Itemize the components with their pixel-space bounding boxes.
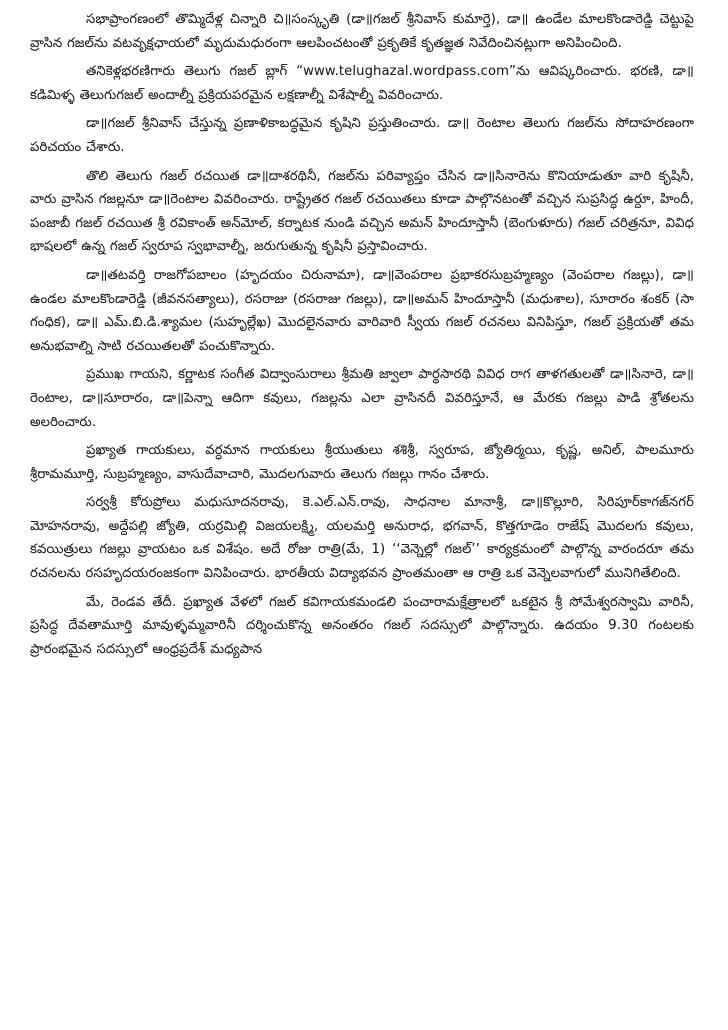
paragraph-vennello-ghazal: సర్వశ్రీ కోరుప్రోలు మధుసూదనరావు, కె.ఎల్.ఎన్.రావు, సాధనాల మానాశ్రీ, డా॥కొల్లూరి, సిరిపూర్‌కాగజ్‌నగర్ మోహనరావు, అద్దేపల్లి జ్యోతి, యర్రమిల్లి విజయలక్ష్మి, యలమర్తి అనురాధ, భగవాన్, కొత్తగూడెం రాజేష్ మొదలగు కవులు, కవయిత్రులు గజల్లు వ్రాయటం ఒక విశేషం. అదే రోజు రాత్రి(మే, 1) ‘‘వెన్నెల్లో గజల్’’ కార్యక్రమంలో పాల్గొన్న వారందరూ తమ రచనలను రసహృదయరంజకంగా వినిపించారు. భారతీయ విద్యాభవన ప్రాంతమంతా ఆ రాత్రి ఒక వెన్నెలవాగులో మునిగితేలింది. <box>30 495 694 582</box>
paragraph-may-second: మే, రెండవ తేదీ. ప్రఖ్యాత వేళలో గజల్ కవిగాయకమండలి పంచారామక్షేత్రాలలో ఒకటైన శ్రీ సోమేశ్వరస్వామి వారినీ, ప్రసిద్ధ దేవతామూర్తి మావుళ్ళమ్మవారినీ దర్శించుకొన్న అనంతరం గజల్ సదస్సులో పాల్గొన్నారు. ఉదయం 9.30 గంటలకు ప్రారంభమైన సదస్సులో ఆంధ్రప్రదేశ్ మధ్యపాన <box>30 594 694 657</box>
paragraph-srinivas-work: డా॥గజల్ శ్రీనివాస్ చేస్తున్న ప్రణాళికాబద్ధమైన కృషిని ప్రస్తుతించారు. డా॥ రెంటాల తెలుగు గజల్‌ను సోదాహరణంగా పరిచయం చేశారు. <box>30 116 694 155</box>
paragraph-singer-jwala: ప్రముఖ గాయని, కర్ణాటక సంగీత విద్వాంసురాలు శ్రీమతి జ్వాలా పార్థసారథి వివిధ రాగ తాళగతులతో డా॥సినారె, డా॥రెంటాల, డా॥సూరారం, డా॥పెన్నా ఆదిగా కవులు, గజల్లను ఎలా వ్రాసినదీ వివరిస్తూనే, ఆ మేరకు గజల్లు పాడి శ్రోతలను అలరించారు. <box>30 367 694 430</box>
paragraph-poets-recitation: డా॥తటవర్తి రాజగోపబాలం (హృదయం చిరునామా), డా॥వెంపరాల ప్రభాకరసుబ్రహ్మణ్యం (వెంపరాల గజల్లు), డా॥ ఉండల మాలకొండారెడ్డి (జీవనసత్యాలు), రసరాజు (రసరాజు గజల్లు), డా॥అమన్ హిందూస్తానీ (మధుశాల), సూరారం శంకర్ (సా గంధిక), డా॥ ఎమ్.బి.డి.శ్యామల (సుహృల్లేఖ) మొదలైనవారు వారివారి స్వీయ గజల్ రచనలు వినిపిస్తూ, గజల్ ప్రక్రియతో తమ అనుభవాల్ని సాటి రచయితలతో పంచుకొన్నారు. <box>30 267 694 354</box>
paragraph-first-ghazal-writer: తొలి తెలుగు గజల్ రచయిత డా॥దాశరథినీ, గజల్‌ను పరివ్యాప్తం చేసిన డా॥సినారెను కొనియాడుతూ వారి కృషినీ, వారు వ్రాసిన గజల్లనూ డా॥రెంటాల వివరించారు. రాష్ట్రేతర గజల్ రచయితలు కూడా పాల్గొనటంతో వచ్చిన సుప్రసిద్ధ ఉర్దూ, హిందీ, పంజాబీ గజల్ రచయిత శ్రీ రవికాంత్ అన్‌మోల్, కర్నాటక నుండి వచ్చిన అమన్ హిందూస్తానీ (బెంగుళూరు) గజల్ చరిత్రనూ, వివిధ భాషలలో ఉన్న గజల్ స్వరూప స్వభావాల్నీ, జరుగుతున్న కృషినీ ప్రస్తావించారు. <box>30 168 694 255</box>
paragraph-sanskriti-song: సభాప్రాంగణంలో తొమ్మిదేళ్ల చిన్నారి చి॥సంస్కృతి (డా॥గజల్ శ్రీనివాస్ కుమార్తె), డా॥ ఉండేల మాలకొండారెడ్డి చెట్టుపై వ్రాసిన గజల్‌ను వటవృక్షఛాయలో మృదుమధురంగా ఆలపించటంతో ప్రకృతికే కృతజ్ఞత నివేదించినట్లుగా అనిపించింది. <box>30 12 694 51</box>
paragraph-singers: ప్రఖ్యాత గాయకులు, వర్ధమాన గాయకులు శ్రీయుతులు శశిశ్రీ, స్వరూప, జ్యోతిర్మయి, కృష్ణ, అనిల్, పాలమూరు శ్రీరామమూర్తి, సుబ్రహ్మణ్యం, వాసుదేవాచారి, మొదలగువారు తెలుగు గజల్లు గానం చేశారు. <box>30 443 694 482</box>
paragraph-blog-launch: తనికెళ్లభరణిగారు తెలుగు గజల్ బ్లాగ్ “www.telughazal.wordpass.com”ను ఆవిష్కరించారు. భరణి, డా॥ కడిమిళ్ళ తెలుగుగజల్ అందాల్నీ ప్రక్రియపరమైన లక్షణాల్నీ విశేషాల్నీ వివరించారు. <box>30 64 694 103</box>
